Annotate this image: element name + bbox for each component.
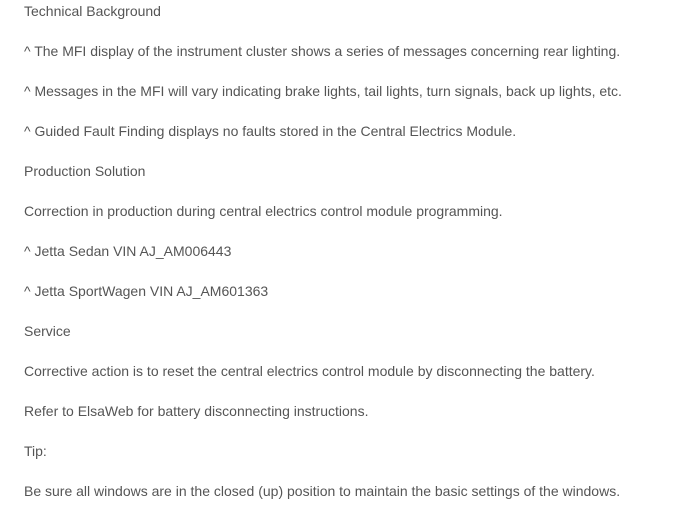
heading-technical-background: Technical Background <box>24 3 161 19</box>
bullet-mfi-messages: ^ Messages in the MFI will vary indicating brake lights, tail lights, turn signals, back up lights, etc. <box>24 83 622 99</box>
heading-tip: Tip: <box>24 443 47 459</box>
heading-service: Service <box>24 323 71 339</box>
paragraph-corrective-action: Corrective action is to reset the central electrics control module by disconnecting the battery. <box>24 363 595 379</box>
paragraph-windows-tip: Be sure all windows are in the closed (up) position to maintain the basic settings of the windows. <box>24 483 621 499</box>
bullet-mfi-display: ^ The MFI display of the instrument cluster shows a series of messages concerning rear lighting. <box>24 43 621 59</box>
paragraph-production-correction: Correction in production during central electrics control module programming. <box>24 203 503 219</box>
bullet-guided-fault-finding: ^ Guided Fault Finding displays no faults stored in the Central Electrics Module. <box>24 123 517 139</box>
heading-production-solution: Production Solution <box>24 163 146 179</box>
bullet-jetta-sedan-vin: ^ Jetta Sedan VIN AJ_AM006443 <box>24 243 232 259</box>
bullet-jetta-sportwagen-vin: ^ Jetta SportWagen VIN AJ_AM601363 <box>24 283 269 299</box>
document-body <box>24 0 679 520</box>
paragraph-elsaweb-reference: Refer to ElsaWeb for battery disconnecting instructions. <box>24 403 369 419</box>
